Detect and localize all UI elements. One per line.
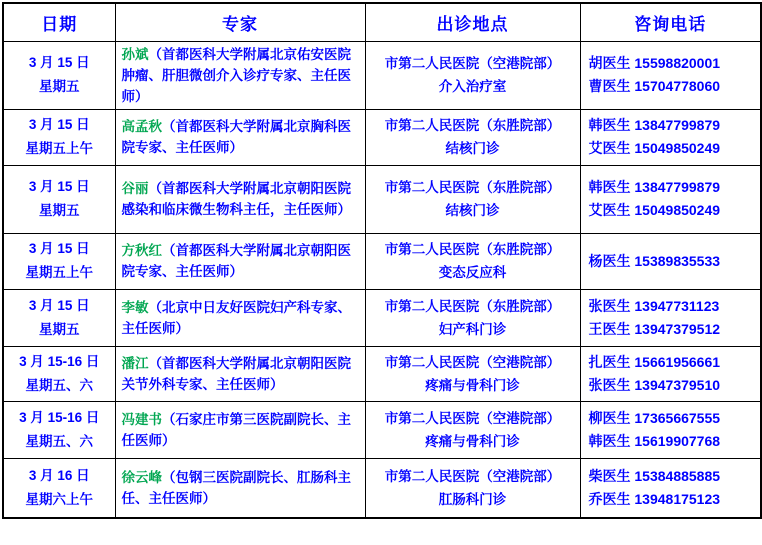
date-text: 3 月 15-16 日 [19, 353, 100, 369]
location-cell [365, 41, 580, 109]
date-text: 3 月 15 日 [28, 297, 90, 313]
phone-line: 张医生 13947379510 [588, 376, 721, 393]
expert-cell [115, 346, 365, 401]
department-text: 妇产科门诊 [438, 321, 507, 337]
table-row [3, 109, 761, 165]
expert-name: 方秋红 [121, 243, 162, 258]
department-text: 介入治疗室 [438, 79, 507, 94]
expert-cell [115, 41, 365, 109]
expert-cell [115, 289, 365, 346]
weekday-text: 星期五、六 [25, 433, 93, 449]
expert-name: 李敏 [121, 299, 149, 315]
header-location: 出诊地点 [365, 3, 580, 41]
date-cell [3, 41, 115, 109]
hospital-text: 市第二人民医院（东胜院部） [384, 298, 561, 314]
hospital-text: 市第二人民医院（空港院部） [384, 468, 561, 484]
date-text: 3 月 15 日 [28, 179, 90, 194]
date-cell [3, 458, 115, 518]
phone-line: 韩医生 15619907768 [588, 432, 721, 449]
weekday-text: 星期五上午 [25, 141, 93, 156]
expert-cell [115, 165, 365, 233]
schedule-body [3, 41, 761, 518]
table-row [3, 401, 761, 458]
department-text: 疼痛与骨科门诊 [425, 377, 520, 393]
location-cell [365, 346, 580, 401]
expert-name: 徐云峰 [121, 469, 162, 485]
expert-description: （首都医科大学附属北京朝阳医院专家、主任医师） [121, 243, 351, 279]
table-row [3, 233, 761, 289]
table-row [3, 165, 761, 233]
header-phone: 咨询电话 [580, 3, 761, 41]
header-expert: 专家 [115, 3, 365, 41]
hospital-text: 市第二人民医院（东胜院部） [384, 118, 561, 133]
expert-description: （首都医科大学附属北京朝阳医院感染和临床微生物科主任，主任医师） [121, 181, 351, 217]
weekday-text: 星期五 [39, 79, 80, 94]
location-cell [365, 289, 580, 346]
phone-line: 柴医生 15384885885 [588, 467, 721, 484]
phone-line: 乔医生 13948175123 [588, 490, 721, 507]
expert-description: （北京中日友好医院妇产科专家、主任医师） [121, 299, 351, 336]
phone-line: 张医生 13947731123 [588, 297, 720, 314]
table-row [3, 41, 761, 109]
table-row [3, 346, 761, 401]
location-cell [365, 233, 580, 289]
phone-line: 胡医生 15598820001 [588, 55, 721, 71]
phone-line: 韩医生 13847799879 [588, 117, 721, 133]
hospital-text: 市第二人民医院（东胜院部） [384, 180, 561, 195]
department-text: 结核门诊 [445, 141, 500, 156]
hospital-text: 市第二人民医院（空港院部） [384, 410, 561, 426]
date-text: 3 月 15-16 日 [19, 409, 100, 425]
date-cell [3, 401, 115, 458]
expert-cell [115, 458, 365, 518]
expert-name: 孙斌 [121, 46, 149, 62]
expert-cell [115, 401, 365, 458]
location-cell [365, 458, 580, 518]
expert-schedule-table [2, 2, 762, 519]
expert-cell [115, 233, 365, 289]
department-text: 结核门诊 [445, 203, 500, 218]
table-row [3, 289, 761, 346]
phone-cell [580, 233, 761, 289]
date-cell [3, 165, 115, 233]
expert-description: （首都医科大学附属北京佑安医院肿瘤、肝胆微创介入诊疗专家、主任医师） [121, 46, 351, 104]
expert-description: （首都医科大学附属北京胸科医院专家、主任医师） [121, 119, 351, 155]
department-text: 变态反应科 [438, 265, 507, 280]
phone-cell [580, 346, 761, 401]
phone-line: 艾医生 15049850249 [588, 140, 721, 156]
date-text: 3 月 15 日 [28, 117, 90, 132]
header-date: 日期 [3, 3, 115, 41]
expert-name: 高孟秋 [121, 119, 162, 134]
hospital-text: 市第二人民医院（空港院部） [384, 56, 561, 71]
hospital-text: 市第二人民医院（东胜院部） [384, 242, 561, 257]
date-text: 3 月 15 日 [28, 241, 90, 256]
expert-description: （石家庄市第三医院副院长、主任医师） [121, 411, 351, 448]
expert-name: 潘江 [121, 355, 149, 371]
table-header-row [3, 3, 761, 41]
expert-name: 冯建书 [121, 411, 162, 427]
expert-description: （首都医科大学附属北京朝阳医院关节外科专家、主任医师） [121, 355, 351, 392]
weekday-text: 星期五 [39, 203, 80, 218]
phone-cell [580, 109, 761, 165]
table-row [3, 458, 761, 518]
date-cell [3, 346, 115, 401]
weekday-text: 星期六上午 [25, 491, 93, 507]
phone-line: 曹医生 15704778060 [588, 78, 721, 94]
expert-description: （包钢三医院副院长、肛肠科主任、主任医师） [121, 469, 351, 506]
department-text: 肛肠科门诊 [438, 491, 507, 507]
weekday-text: 星期五、六 [25, 377, 93, 393]
weekday-text: 星期五上午 [25, 265, 93, 280]
expert-name: 谷丽 [121, 181, 149, 196]
weekday-text: 星期五 [39, 321, 80, 337]
date-text: 3 月 16 日 [28, 467, 90, 483]
expert-cell [115, 109, 365, 165]
date-cell [3, 109, 115, 165]
date-text: 3 月 15 日 [28, 55, 90, 70]
phone-line: 杨医生 15389835533 [588, 252, 721, 269]
phone-line: 艾医生 15049850249 [588, 202, 721, 218]
department-text: 疼痛与骨科门诊 [425, 433, 520, 449]
hospital-text: 市第二人民医院（空港院部） [384, 354, 561, 370]
phone-cell [580, 289, 761, 346]
location-cell [365, 165, 580, 233]
date-cell [3, 289, 115, 346]
location-cell [365, 401, 580, 458]
phone-cell [580, 165, 761, 233]
phone-line: 柳医生 17365667555 [588, 409, 721, 426]
location-cell [365, 109, 580, 165]
date-cell [3, 233, 115, 289]
phone-cell [580, 401, 761, 458]
phone-line: 王医生 13947379512 [588, 320, 721, 337]
phone-line: 扎医生 15661956661 [588, 353, 721, 370]
phone-cell [580, 41, 761, 109]
phone-line: 韩医生 13847799879 [588, 179, 721, 195]
phone-cell [580, 458, 761, 518]
